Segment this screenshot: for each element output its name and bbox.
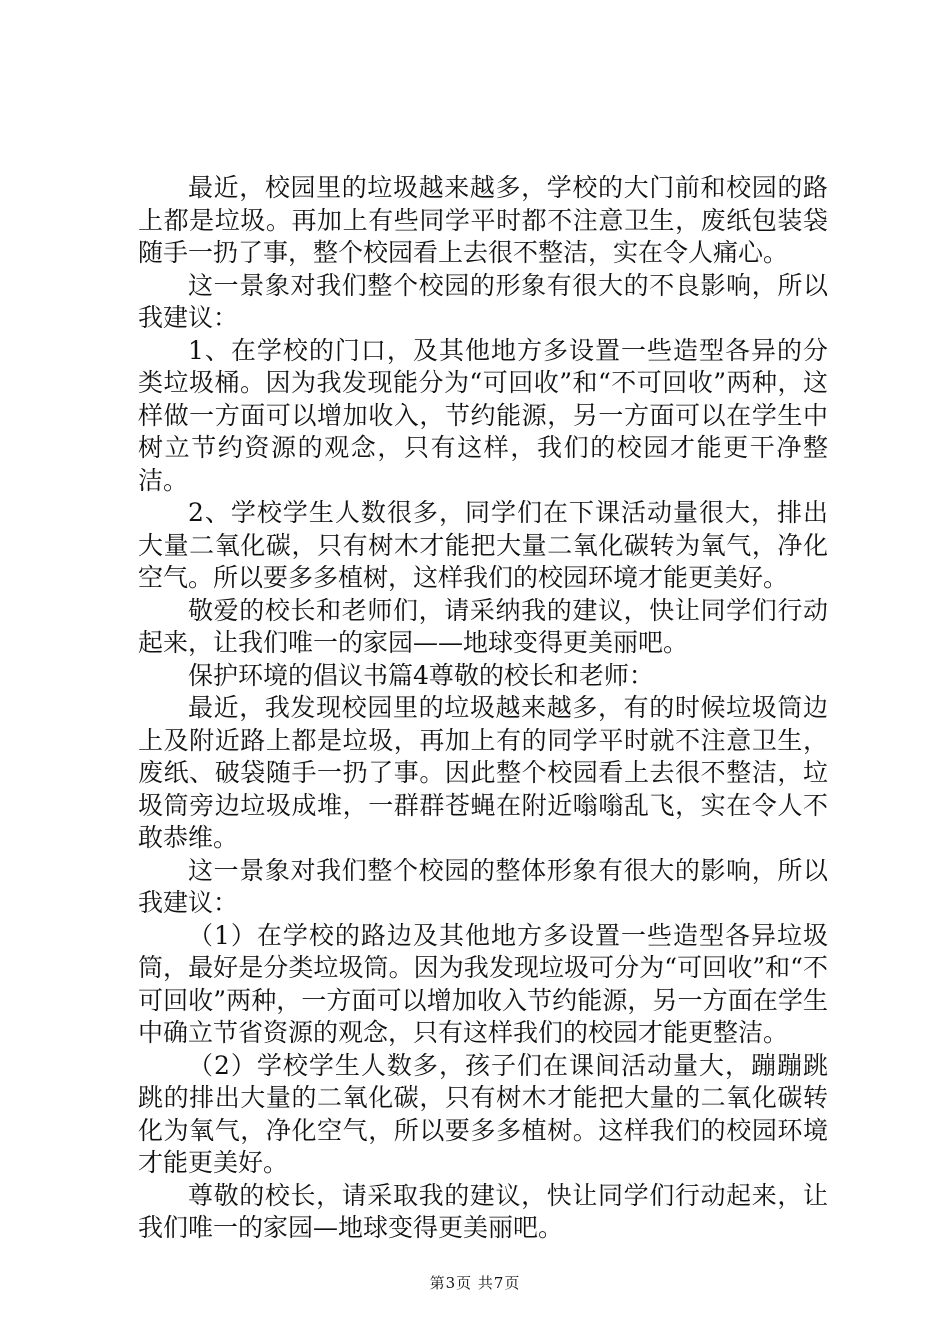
paragraph: 2、学校学生人数很多，同学们在下课活动量很大，排出大量二氧化碳，只有树木才能把大量二氧化碳转为氧气，净化空气。所以要多多植树，这样我们的校园环境才能更美好。 <box>138 498 828 592</box>
paragraph: （2）学校学生人数多，孩子们在课间活动量大，蹦蹦跳跳的排出大量的二氧化碳，只有树木才能把大量的二氧化碳转化为氧气，净化空气，所以要多多植树。这样我们的校园环境才能更美好。 <box>138 1050 828 1177</box>
paragraph: 敬爱的校长和老师们，请采纳我的建议，快让同学们行动起来，让我们唯一的家园——地球变得更美丽吧。 <box>138 595 828 657</box>
document-body <box>138 172 828 1245</box>
paragraph: 这一景象对我们整个校园的整体形象有很大的影响，所以我建议： <box>138 855 828 917</box>
paragraph: 保护环境的倡议书篇4尊敬的校长和老师： <box>188 660 654 690</box>
page-footer: 第3页 共7页 <box>429 1274 521 1292</box>
paragraph: （1）在学校的路边及其他地方多设置一些造型各异垃圾筒，最好是分类垃圾筒。因为我发现垃圾可分为“可回收”和“不可回收”两种，一方面可以增加收入节约能源，另一方面在学生中确立节省资源的观念，只有这样我们的校园才能更整洁。 <box>138 920 828 1047</box>
paragraph: 最近，校园里的垃圾越来越多，学校的大门前和校园的路上都是垃圾。再加上有些同学平时都不注意卫生，废纸包装袋随手一扔了事，整个校园看上去很不整洁，实在令人痛心。 <box>138 173 828 267</box>
paragraph: 最近，我发现校园里的垃圾越来越多，有的时候垃圾筒边上及附近路上都是垃圾，再加上有的同学平时就不注意卫生，废纸、破袋随手一扔了事。因此整个校园看上去很不整洁，垃圾筒旁边垃圾成堆，一群群苍蝇在附近嗡嗡乱飞，实在令人不敢恭维。 <box>138 693 828 852</box>
paragraph: 1、在学校的门口，及其他地方多设置一些造型各异的分类垃圾桶。因为我发现能分为“可回收”和“不可回收”两种，这样做一方面可以增加收入，节约能源，另一方面可以在学生中树立节约资源的观念，只有这样，我们的校园才能更干净整洁。 <box>138 335 828 495</box>
paragraph: 这一景象对我们整个校园的形象有很大的不良影响，所以我建议： <box>138 270 828 332</box>
paragraph: 尊敬的校长，请采取我的建议，快让同学们行动起来，让我们唯一的家园—地球变得更美丽吧。 <box>138 1180 828 1242</box>
